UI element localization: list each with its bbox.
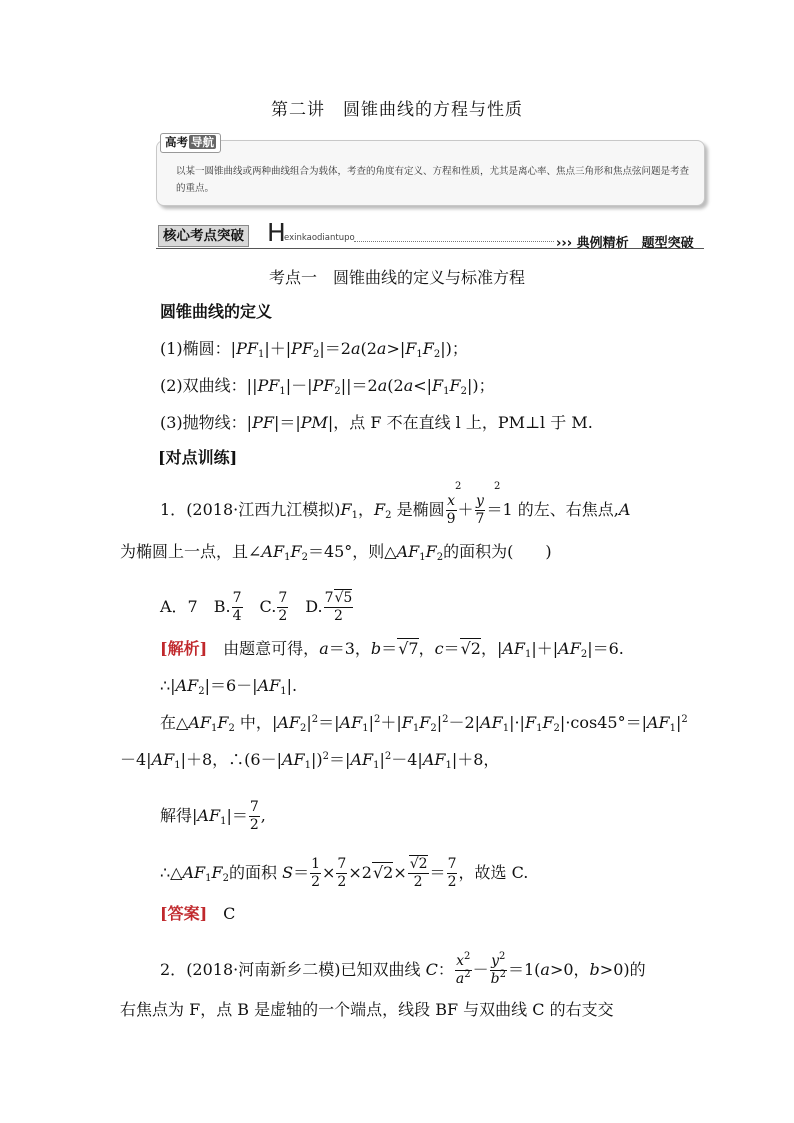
- p1-y-exponent: 2: [494, 481, 501, 492]
- problem1-line1: 1．(2018·江西九江模拟)$F_1$，$F_2$ 是椭圆 $\frac{x}{9}$ ＋ $\frac{y}{7}$ ＝1 的左、右焦点,A: [160, 493, 631, 527]
- section-divider: [156, 248, 704, 249]
- section-right-label: ››› 典例精析 题型突破: [556, 236, 694, 251]
- answer-line: [答案] C: [160, 904, 236, 923]
- analysis-line3: 在$\triangle AF_1F_2$ 中，$|AF_2|^2=|AF_1|^2+|F_1F_2|^2-2|AF_1|\cdot|F_1F_2|\cdot\cos 45^\circ=|AF_1|^2$: [160, 713, 688, 734]
- problem2-line1: 2．(2018·河南新乡二模)已知双曲线 C： $\frac{x^2}{a^2}$ － $\frac{y^2}{b^2}$ ＝1(a>0，b>0)的: [160, 951, 646, 987]
- guide-text: 以某一圆锥曲线或两种曲线组合为载体，考查的角度有定义、方程和性质，尤其是离心率、焦点三角形和焦点弦问题是考查的重点。: [176, 166, 690, 194]
- guide-tag: [160, 133, 221, 153]
- definition-heading: 圆锥曲线的定义: [160, 302, 273, 321]
- problem1-line2: 为椭圆上一点，且$\angle AF_1F_2=45^\circ$，则$\triangle AF_1F_2$的面积为( ): [120, 542, 552, 563]
- problem2-line2: 右焦点为 F，点 B 是虚轴的一个端点，线段 BF 与双曲线 C 的右支交: [120, 1000, 614, 1019]
- p1-x-exponent: 2: [455, 481, 462, 492]
- practice-heading: [对点训练]: [158, 448, 238, 467]
- guide-tag-part2: 导航: [191, 135, 214, 149]
- problem1-options: A．7 B. $\frac{7}{4}$ C. $\frac{7}{2}$ D. $\frac{7√5}{2}$: [160, 590, 353, 624]
- analysis-line4: $-4|AF_1|+8$，$\therefore(6-|AF_1|)^2=|AF_1|^2-4|AF_1|+8$，: [120, 750, 500, 771]
- section-label: 核心考点突破: [158, 225, 249, 247]
- analysis-line6: $\therefore\triangle AF_1F_2$的面积 S＝ $\frac{1}{2}$ × $\frac{7}{2}$ ×2√2× $\frac{√2}{2}$ ＝ $\frac{7}{2}$ ，故选 C.: [160, 856, 529, 890]
- definition-parabola: (3)抛物线：|PF|＝|PM|，点 F 不在直线 l 上，PM⊥l 于 M.: [160, 413, 593, 432]
- analysis-line1: [解析] 由题意可得，a＝3，b＝√7，c＝√2，$|AF_1|+|AF_2|=6$.: [160, 639, 624, 660]
- section-big-letter: H: [267, 218, 286, 247]
- analysis-line5: 解得$|AF_1|=$ $\frac{7}{2}$ ,: [160, 799, 266, 833]
- section-pinyin: exinkaodiantupo: [284, 233, 355, 243]
- page-title: 第二讲 圆锥曲线的方程与性质: [271, 100, 523, 120]
- definition-hyperbola: (2)双曲线：$||PF_1|-|PF_2||=2a(2a<|F_1F_2|)$；: [160, 376, 495, 397]
- guide-tag-part1: 高考: [165, 135, 188, 149]
- definition-ellipse: (1)椭圆：$|PF_1|+|PF_2|=2a(2a>|F_1F_2|)$；: [160, 339, 468, 360]
- topic-heading: 考点一 圆锥曲线的定义与标准方程: [268, 268, 525, 287]
- section-dotted-rule: [354, 241, 554, 242]
- analysis-line2: $\therefore|AF_2|=6-|AF_1|$.: [160, 676, 298, 697]
